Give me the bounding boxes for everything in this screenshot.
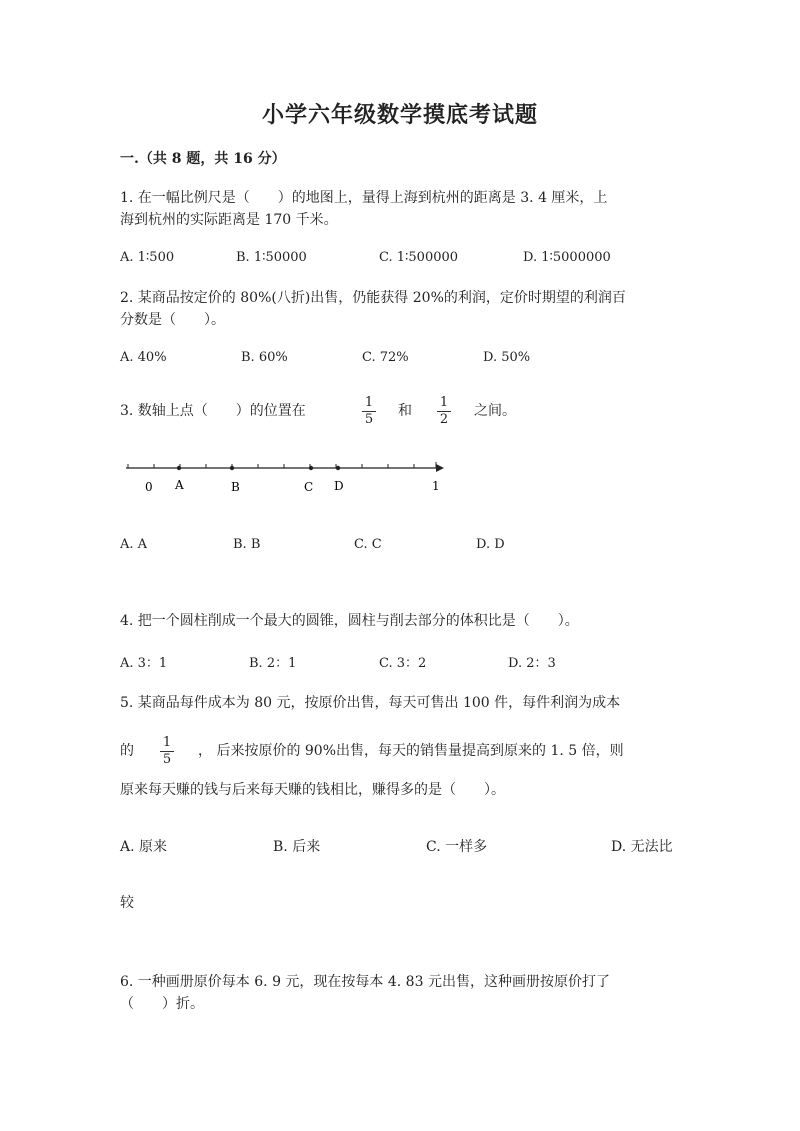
label-zero: 0 <box>145 480 153 494</box>
label-c: C <box>304 480 314 494</box>
section-header: 一.（共 8 题，共 16 分） <box>120 151 286 167</box>
question-2-option-d: D. 50% <box>483 350 531 365</box>
point-b <box>230 466 234 470</box>
question-3-option-d: D. D <box>476 537 505 552</box>
question-2-option-c: C. 72% <box>362 350 409 365</box>
question-3-option-a: A. A <box>120 537 148 552</box>
question-4-option-a: A. 3：1 <box>120 656 168 671</box>
question-1-option-c: C. 1∶500000 <box>379 250 459 265</box>
question-1-line-1: 1. 在一幅比例尺是（ ）的地图上，量得上海到杭州的距离是 3. 4 厘米，上 <box>120 190 608 206</box>
question-5-option-b: B. 后来 <box>273 839 321 855</box>
question-1-option-d: D. 1∶5000000 <box>523 250 611 265</box>
number-line-diagram <box>120 455 450 500</box>
question-4-line-1: 4. 把一个圆柱削成一个最大的圆锥，圆柱与削去部分的体积比是（ ）。 <box>120 613 579 629</box>
question-3-and: 和 <box>398 403 412 419</box>
label-one: 1 <box>432 479 440 493</box>
question-4-option-b: B. 2：1 <box>249 656 297 671</box>
question-2-option-b: B. 60% <box>241 350 288 365</box>
question-1-option-b: B. 1∶50000 <box>236 250 307 265</box>
label-b: B <box>231 480 240 494</box>
question-1-line-2: 海到杭州的实际距离是 170 千米。 <box>120 212 338 228</box>
question-5-line-3: 原来每天赚的钱与后来每天赚的钱相比，赚得多的是（ ）。 <box>120 782 505 798</box>
question-3-suffix: 之间。 <box>474 403 516 419</box>
label-d: D <box>334 479 344 493</box>
fraction-denominator: 5 <box>162 752 172 767</box>
point-d <box>336 466 340 470</box>
fraction-numerator: 1 <box>162 735 172 750</box>
fraction-denominator: 2 <box>439 412 449 427</box>
fraction-numerator: 1 <box>439 395 449 410</box>
fraction-one-fifth <box>160 736 174 767</box>
question-6-line-1: 6. 一种画册原价每本 6. 9 元，现在按每本 4. 83 元出售，这种画册按原价打了 <box>120 974 610 990</box>
question-1-option-a: A. 1∶500 <box>120 250 175 265</box>
question-3-option-b: B. B <box>233 537 261 552</box>
label-a: A <box>175 478 184 492</box>
question-3-prefix: 3. 数轴上点（ ）的位置在 <box>120 403 306 419</box>
fraction-numerator: 1 <box>364 395 374 410</box>
question-4-option-c: C. 3：2 <box>379 656 427 671</box>
question-5-line-1: 5. 某商品每件成本为 80 元，按原价出售，每天可售出 100 件，每件利润为成本 <box>120 695 621 711</box>
fraction-one-half <box>437 396 451 427</box>
question-6-line-2: （ ）折。 <box>120 996 204 1012</box>
point-c <box>309 466 313 470</box>
question-2-option-a: A. 40% <box>120 350 167 365</box>
point-a <box>177 466 181 470</box>
question-2-line-2: 分数是（ ）。 <box>120 312 225 328</box>
page-title: 小学六年级数学摸底考试题 <box>261 102 538 128</box>
question-4-option-d: D. 2：3 <box>508 656 556 671</box>
question-5-line-2-suffix: ， 后来按原价的 90%出售，每天的销售量提高到原来的 1. 5 倍，则 <box>198 743 624 759</box>
question-5-option-a: A. 原来 <box>120 839 168 855</box>
fraction-denominator: 5 <box>364 412 374 427</box>
question-5-line-2-prefix: 的 <box>120 743 134 759</box>
question-5-option-c: C. 一样多 <box>426 839 488 855</box>
question-3-option-c: C. C <box>354 537 382 552</box>
fraction-one-fifth <box>362 396 376 427</box>
question-5-option-d-wrap: 较 <box>120 895 134 911</box>
question-5-option-d: D. 无法比 <box>611 839 673 855</box>
question-2-line-1: 2. 某商品按定价的 80%(八折)出售，仍能获得 20%的利润，定价时期望的利润百 <box>120 290 626 306</box>
number-line-arrow <box>436 464 444 472</box>
